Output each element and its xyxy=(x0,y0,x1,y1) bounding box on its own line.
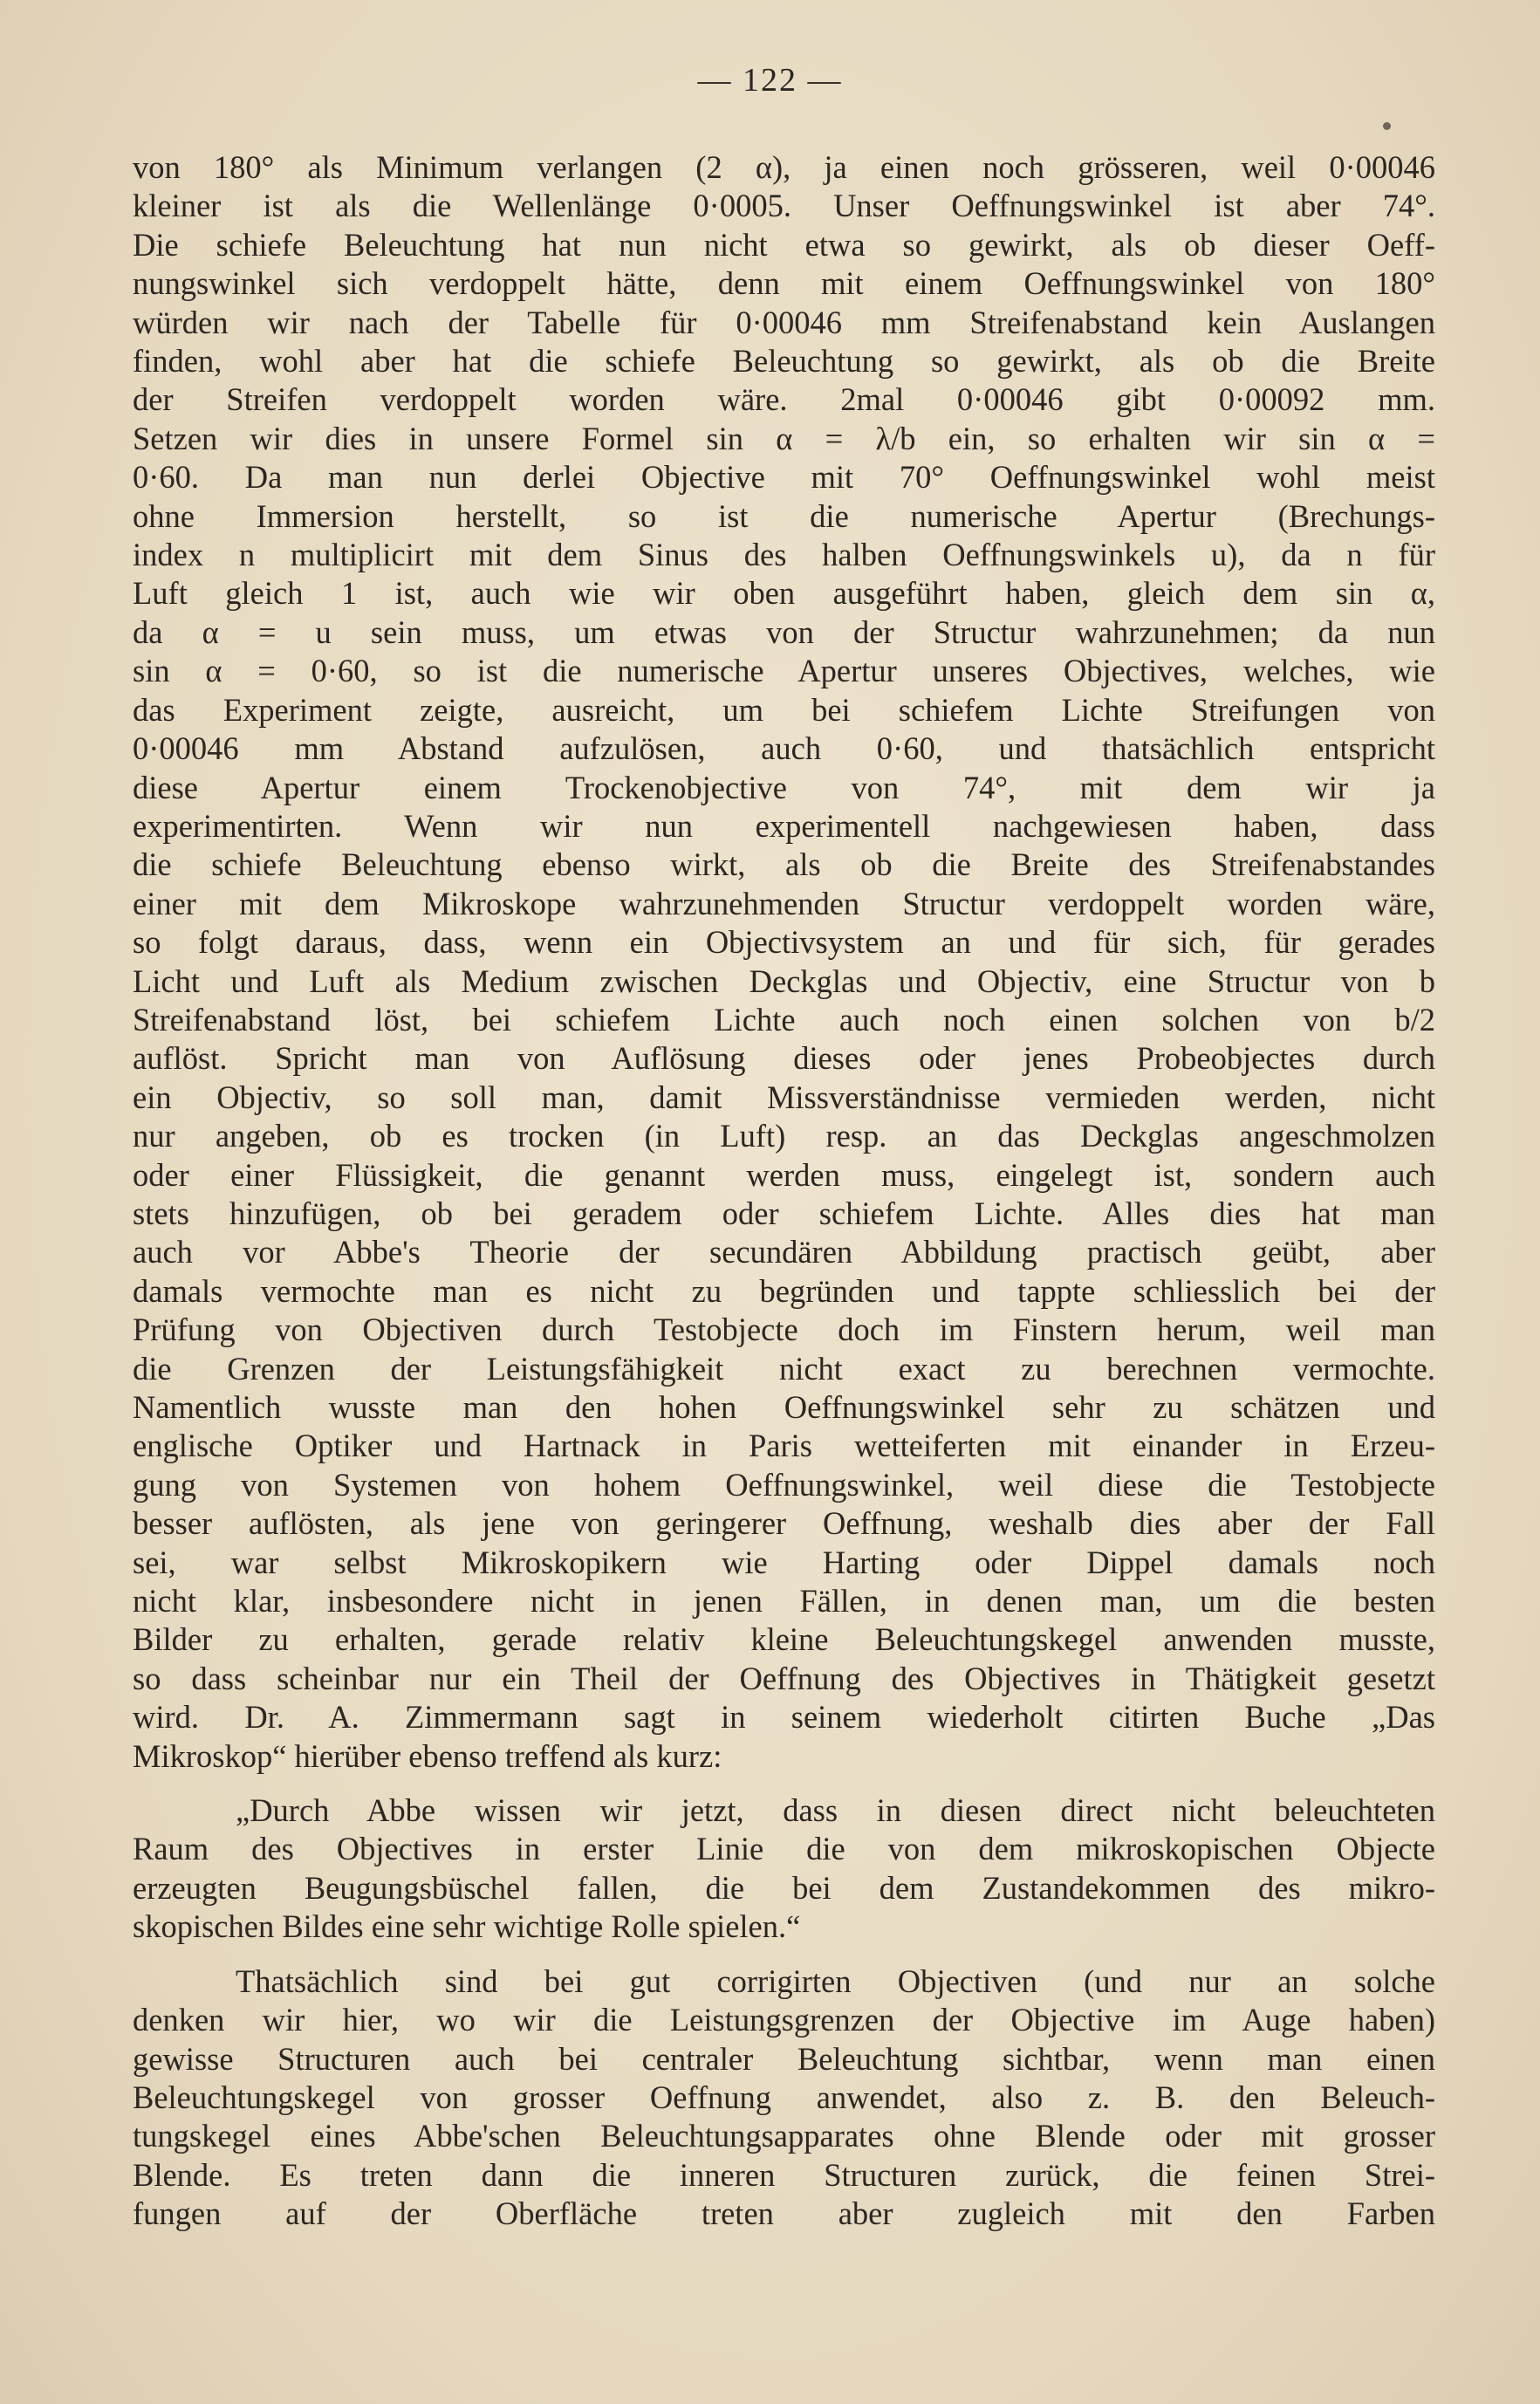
text-line: Licht und Luft als Medium zwischen Deckglas und Objectiv, eine Structur von b xyxy=(133,962,1435,999)
text-line: diese Apertur einem Trockenobjective von 74°, mit dem wir ja xyxy=(133,769,1435,805)
text-line: 0·00046 mm Abstand aufzulösen, auch 0·60, und thatsächlich entspricht xyxy=(133,730,1435,767)
page-number: — 122 — xyxy=(697,62,843,99)
text-line: so dass scheinbar nur ein Theil der Oeffnung des Objectives in Thätigkeit gesetzt xyxy=(133,1660,1435,1696)
text-line: würden wir nach der Tabelle für 0·00046 mm Streifenabstand kein Auslangen xyxy=(133,304,1435,340)
text-line: denken wir hier, wo wir die Leistungsgrenzen der Objective im Auge haben) xyxy=(133,2002,1435,2038)
text-line: englische Optiker und Hartnack in Paris wetteiferten mit einander in Erzeu- xyxy=(133,1428,1435,1464)
text-line: damals vermochte man es nicht zu begründen und tappte schliesslich bei der xyxy=(133,1272,1435,1309)
text-line: Die schiefe Beleuchtung hat nun nicht etwa so gewirkt, als ob dieser Oeff- xyxy=(133,226,1435,263)
text-line: Bilder zu erhalten, gerade relativ kleine Beleuchtungskegel anwenden musste, xyxy=(133,1621,1435,1658)
text-line: stets hinzufügen, ob bei geradem oder schiefem Lichte. Alles dies hat man xyxy=(133,1195,1435,1231)
text-line: Prüfung von Objectiven durch Testobjecte doch im Finstern herum, weil man xyxy=(133,1312,1435,1348)
text-line: das Experiment zeigte, ausreicht, um bei schiefem Lichte Streifungen von xyxy=(133,691,1435,728)
text-line: gewisse Structuren auch bei centraler Beleuchtung sichtbar, wenn man einen xyxy=(133,2040,1435,2077)
text-line: nicht klar, insbesondere nicht in jenen Fällen, in denen man, um die besten xyxy=(133,1583,1435,1620)
text-line: von 180° als Minimum verlangen (2 α), ja einen noch grösseren, weil 0·00046 xyxy=(133,149,1435,185)
text-line: 0·60. Da man nun derlei Objective mit 70° Oeffnungswinkel wohl meist xyxy=(133,459,1435,496)
text-line: Namentlich wusste man den hohen Oeffnungswinkel sehr zu schätzen und xyxy=(133,1389,1435,1425)
text-line: da α = u sein muss, um etwas von der Structur wahrzunehmen; da nun xyxy=(133,613,1435,650)
text-line: sin α = 0·60, so ist die numerische Apertur unseres Objectives, welches, wie xyxy=(133,653,1435,689)
text-line: index n multiplicirt mit dem Sinus des halben Oeffnungswinkels u), da n für xyxy=(133,537,1435,573)
text-line: ein Objectiv, so soll man, damit Missverständnisse vermieden werden, nicht xyxy=(133,1079,1435,1115)
text-line: der Streifen verdoppelt worden wäre. 2mal 0·00046 gibt 0·00092 mm. xyxy=(133,381,1435,418)
text-line: Blende. Es treten dann die inneren Structuren zurück, die feinen Strei- xyxy=(133,2156,1435,2193)
text-line: so folgt daraus, dass, wenn ein Objectivsystem an und für sich, für gerades xyxy=(133,924,1435,961)
quote-line: skopischen Bildes eine sehr wichtige Rolle spielen.“ xyxy=(133,1908,801,1945)
text-line: nur angeben, ob es trocken (in Luft) resp. an das Deckglas angeschmolzen xyxy=(133,1118,1435,1154)
quote-line: erzeugten Beugungsbüschel fallen, die bei dem Zustandekommen des mikro- xyxy=(133,1869,1435,1906)
text-line: finden, wohl aber hat die schiefe Beleuchtung so gewirkt, als ob die Breite xyxy=(133,343,1435,380)
text-line: Thatsächlich sind bei gut corrigirten Objectiven (und nur an solche xyxy=(236,1962,1435,1999)
text-line: einer mit dem Mikroskope wahrzunehmenden Structur verdoppelt worden wäre, xyxy=(133,885,1435,921)
text-line: die Grenzen der Leistungsfähigkeit nicht exact zu berechnen vermochte. xyxy=(133,1350,1435,1387)
ink-spot xyxy=(1383,122,1391,130)
text-line: experimentirten. Wenn wir nun experimentell nachgewiesen haben, dass xyxy=(133,807,1435,844)
text-line: Beleuchtungskegel von grosser Oeffnung anwendet, also z. B. den Beleuch- xyxy=(133,2079,1435,2115)
text-line: oder einer Flüssigkeit, die genannt werden muss, eingelegt ist, sondern auch xyxy=(133,1156,1435,1193)
text-line: besser auflösten, als jene von geringerer Oeffnung, weshalb dies aber der Fall xyxy=(133,1505,1435,1542)
quote-line: „Durch Abbe wissen wir jetzt, dass in diesen direct nicht beleuchteten xyxy=(236,1792,1435,1829)
text-line: die schiefe Beleuchtung ebenso wirkt, als ob die Breite des Streifenabstandes xyxy=(133,846,1435,883)
quote-line: Raum des Objectives in erster Linie die von dem mikroskopischen Objecte xyxy=(133,1831,1435,1867)
text-line: auflöst. Spricht man von Auflösung dieses oder jenes Probeobjectes durch xyxy=(133,1040,1435,1077)
text-line: ohne Immersion herstellt, so ist die numerische Apertur (Brechungs- xyxy=(133,497,1435,534)
text-line: tungskegel eines Abbe'schen Beleuchtungsapparates ohne Blende oder mit grosser xyxy=(133,2118,1435,2154)
text-line: nungswinkel sich verdoppelt hätte, denn mit einem Oeffnungswinkel von 180° xyxy=(133,265,1435,302)
text-line: sei, war selbst Mikroskopikern wie Harting oder Dippel damals noch xyxy=(133,1544,1435,1580)
text-line: gung von Systemen von hohem Oeffnungswinkel, weil diese die Testobjecte xyxy=(133,1466,1435,1503)
text-line: fungen auf der Oberfläche treten aber zugleich mit den Farben xyxy=(133,2195,1435,2232)
text-line: Luft gleich 1 ist, auch wie wir oben ausgeführt haben, gleich dem sin α, xyxy=(133,575,1435,612)
text-line: Streifenabstand löst, bei schiefem Lichte auch noch einen solchen von b/2 xyxy=(133,1001,1435,1038)
body-text xyxy=(133,148,1435,2234)
text-line: Mikroskop“ hierüber ebenso treffend als kurz: xyxy=(133,1737,722,1774)
text-line: kleiner ist als die Wellenlänge 0·0005. Unser Oeffnungswinkel ist aber 74°. xyxy=(133,188,1435,224)
text-line: Setzen wir dies in unsere Formel sin α = λ/b ein, so erhalten wir sin α = xyxy=(133,420,1435,456)
text-line: wird. Dr. A. Zimmermann sagt in seinem wiederholt citirten Buche „Das xyxy=(133,1699,1435,1736)
text-line: auch vor Abbe's Theorie der secundären Abbildung practisch geübt, aber xyxy=(133,1234,1435,1270)
